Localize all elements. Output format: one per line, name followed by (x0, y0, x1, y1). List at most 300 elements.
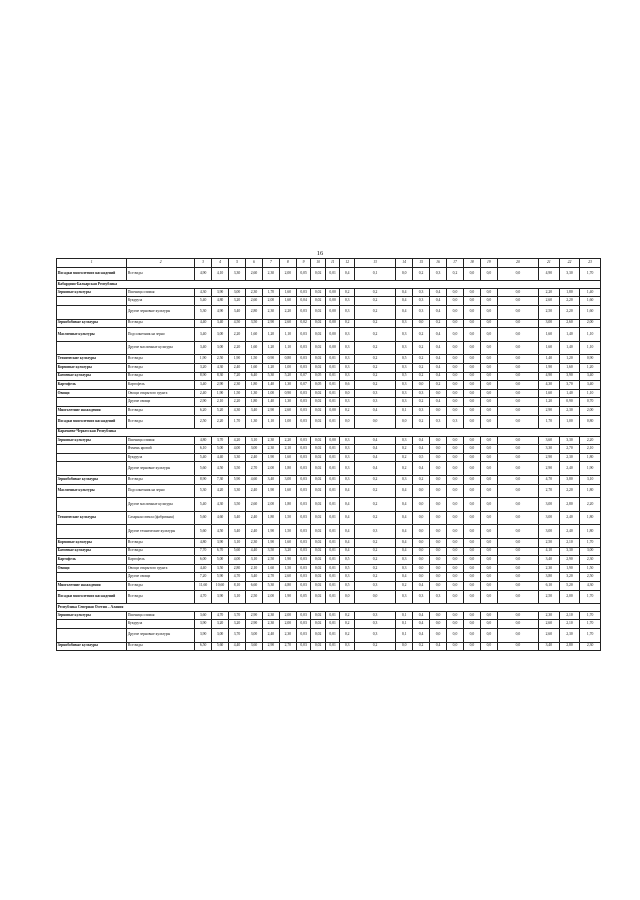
value-cell: 5,30 (195, 305, 212, 319)
value-cell: 0,0 (463, 590, 480, 604)
value-cell: 2,30 (580, 642, 601, 651)
value-cell: 2,10 (279, 445, 296, 454)
value-cell: 0,03 (296, 582, 311, 591)
value-cell: 1,20 (262, 363, 279, 372)
value-cell: 1,30 (279, 381, 296, 390)
value-cell: 0,3 (354, 620, 395, 629)
value-cell: 0,1 (396, 620, 413, 629)
value-cell: 1,70 (262, 288, 279, 297)
value-cell: 0,05 (311, 372, 326, 381)
value-cell: 0,0 (497, 381, 538, 390)
value-cell: 5,40 (195, 498, 212, 512)
value-cell: 0,00 (325, 288, 340, 297)
value-cell: 11,60 (195, 582, 212, 591)
value-cell: 0,2 (396, 462, 413, 476)
value-cell: 0,3 (396, 436, 413, 445)
value-cell: 2,60 (539, 297, 560, 306)
value-cell: 0,0 (497, 498, 538, 512)
value-cell: 0,4 (354, 453, 395, 462)
value-cell: 2,90 (262, 406, 279, 415)
crop-type-cell: Другие зерновые культуры (127, 628, 195, 642)
value-cell: 0,2 (354, 355, 395, 364)
value-cell: 6,10 (539, 582, 560, 591)
value-cell: 0,0 (413, 525, 430, 539)
value-cell: 0,0 (463, 564, 480, 573)
value-cell: 0,02 (311, 462, 326, 476)
value-cell: 1,20 (262, 328, 279, 342)
value-cell: 3,10 (229, 539, 246, 548)
value-cell: 0,01 (325, 267, 340, 281)
value-cell: 1,90 (212, 389, 229, 398)
header-cell: 2 (127, 259, 195, 268)
crop-group-cell: Зернобобовые культуры (57, 642, 127, 651)
value-cell: 0,01 (325, 363, 340, 372)
table-row (57, 341, 601, 355)
value-cell: 0,0 (447, 573, 464, 582)
value-cell: 5,20 (212, 406, 229, 415)
value-cell: 0,3 (354, 398, 395, 407)
value-cell: 0,0 (447, 288, 464, 297)
value-cell: 0,0 (497, 328, 538, 342)
value-cell: 0,2 (354, 564, 395, 573)
value-cell: 0,90 (580, 355, 601, 364)
value-cell: 1,60 (279, 484, 296, 498)
value-cell: 0,02 (311, 415, 326, 429)
value-cell: 4,40 (195, 564, 212, 573)
value-cell: 0,01 (325, 547, 340, 556)
value-cell: 1,60 (580, 305, 601, 319)
value-cell: 3,00 (539, 498, 560, 512)
value-cell: 0,5 (413, 453, 430, 462)
crop-type-cell: Все виды (127, 363, 195, 372)
value-cell: 0,3 (354, 628, 395, 642)
value-cell: 0,3 (340, 476, 355, 485)
value-cell: 3,90 (212, 288, 229, 297)
value-cell: 4,50 (229, 319, 246, 328)
value-cell: 1,90 (262, 484, 279, 498)
value-cell: 4,20 (229, 436, 246, 445)
value-cell: 0,0 (447, 582, 464, 591)
value-cell: 0,90 (559, 398, 580, 407)
value-cell: 2,30 (559, 453, 580, 462)
value-cell: 0,07 (296, 381, 311, 390)
value-cell: 0,0 (497, 267, 538, 281)
value-cell: 2,70 (539, 484, 560, 498)
value-cell: 0,4 (396, 573, 413, 582)
value-cell: 2,50 (539, 539, 560, 548)
value-cell: 3,00 (539, 525, 560, 539)
crop-group-cell (57, 525, 127, 539)
value-cell: 0,03 (296, 539, 311, 548)
table-row (57, 355, 601, 364)
value-cell: 0,4 (396, 498, 413, 512)
value-cell: 0,80 (279, 355, 296, 364)
value-cell: 0,4 (430, 398, 447, 407)
value-cell: 0,02 (311, 288, 326, 297)
value-cell: 0,02 (311, 539, 326, 548)
crop-type-cell: Овощи открытого грунта (127, 389, 195, 398)
value-cell: 0,0 (497, 556, 538, 565)
value-cell: 0,02 (311, 573, 326, 582)
value-cell: 1,10 (580, 341, 601, 355)
value-cell: 0,4 (340, 539, 355, 548)
value-cell: 0,2 (413, 372, 430, 381)
value-cell: 0,0 (480, 547, 497, 556)
value-cell: 0,0 (463, 556, 480, 565)
value-cell: 3,40 (539, 642, 560, 651)
value-cell: 5,60 (212, 642, 229, 651)
value-cell: 0,0 (396, 267, 413, 281)
value-cell: 0,0 (497, 436, 538, 445)
value-cell: 0,4 (340, 267, 355, 281)
value-cell: 4,80 (279, 582, 296, 591)
value-cell: 0,0 (340, 389, 355, 398)
value-cell: 1,50 (279, 525, 296, 539)
value-cell: 0,02 (311, 498, 326, 512)
value-cell: 0,02 (311, 484, 326, 498)
crop-group-cell: Кормовые культуры (57, 539, 127, 548)
value-cell: 0,01 (325, 415, 340, 429)
value-cell: 0,3 (340, 328, 355, 342)
value-cell: 3,40 (195, 381, 212, 390)
value-cell: 0,0 (463, 539, 480, 548)
value-cell: 0,0 (430, 436, 447, 445)
value-cell: 3,90 (559, 372, 580, 381)
value-cell: 4,30 (212, 498, 229, 512)
header-cell: 13 (354, 259, 395, 268)
value-cell: 2,30 (559, 628, 580, 642)
value-cell: 2,50 (539, 305, 560, 319)
header-cell: 22 (559, 259, 580, 268)
value-cell: 1,70 (580, 539, 601, 548)
value-cell: 0,0 (480, 462, 497, 476)
value-cell: 0,0 (480, 611, 497, 620)
value-cell: 1,50 (245, 355, 262, 364)
value-cell: 0,0 (447, 564, 464, 573)
value-cell: 2,20 (559, 484, 580, 498)
value-cell: 0,0 (497, 462, 538, 476)
value-cell: 0,4 (354, 406, 395, 415)
value-cell: 0,02 (311, 611, 326, 620)
value-cell: 6,50 (195, 642, 212, 651)
value-cell: 0,1 (396, 406, 413, 415)
value-cell: 0,0 (480, 288, 497, 297)
value-cell: 0,3 (430, 267, 447, 281)
value-cell: 3,60 (195, 611, 212, 620)
value-cell: 0,01 (325, 445, 340, 454)
value-cell: 3,20 (279, 547, 296, 556)
value-cell: 2,90 (245, 611, 262, 620)
value-cell: 0,0 (497, 398, 538, 407)
value-cell: 0,0 (480, 453, 497, 462)
value-cell: 0,03 (296, 398, 311, 407)
value-cell: 0,0 (447, 453, 464, 462)
crop-group-cell (57, 628, 127, 642)
value-cell: 0,2 (340, 611, 355, 620)
table-row (57, 406, 601, 415)
crop-group-cell: Посадки многолетних насаждений (57, 590, 127, 604)
value-cell: 0,2 (354, 547, 395, 556)
value-cell: 2,10 (559, 620, 580, 629)
value-cell: 0,4 (340, 498, 355, 512)
value-cell: 0,0 (497, 415, 538, 429)
value-cell: 2,20 (559, 297, 580, 306)
value-cell: 3,30 (559, 547, 580, 556)
value-cell: 0,3 (354, 525, 395, 539)
crop-group-cell: Посадки многолетних насаждений (57, 267, 127, 281)
value-cell: 1,10 (580, 328, 601, 342)
value-cell: 3,20 (195, 363, 212, 372)
value-cell: 1,60 (279, 297, 296, 306)
value-cell: 2,60 (279, 406, 296, 415)
value-cell: 0,0 (463, 476, 480, 485)
value-cell: 2,30 (262, 305, 279, 319)
value-cell: 2,50 (245, 590, 262, 604)
value-cell: 0,0 (480, 539, 497, 548)
value-cell: 2,30 (245, 288, 262, 297)
crop-group-cell: Бахчевые культуры (57, 372, 127, 381)
crop-type-cell: Пшеница озимая (127, 436, 195, 445)
value-cell: 1,70 (580, 267, 601, 281)
value-cell: 3,40 (580, 372, 601, 381)
value-cell: 2,10 (559, 539, 580, 548)
value-cell: 0,3 (340, 355, 355, 364)
value-cell: 0,3 (354, 582, 395, 591)
value-cell: 1,80 (279, 462, 296, 476)
value-cell: 2,20 (279, 436, 296, 445)
value-cell: 4,90 (539, 372, 560, 381)
value-cell: 0,0 (463, 573, 480, 582)
value-cell: 0,0 (447, 642, 464, 651)
value-cell: 0,3 (340, 462, 355, 476)
value-cell: 1,00 (279, 415, 296, 429)
table-body (57, 259, 601, 651)
value-cell: 0,03 (296, 436, 311, 445)
value-cell: 0,0 (447, 556, 464, 565)
table-row (57, 267, 601, 281)
crop-type-cell: Все виды (127, 406, 195, 415)
value-cell: 0,0 (340, 415, 355, 429)
value-cell: 4,40 (212, 453, 229, 462)
value-cell: 0,3 (396, 398, 413, 407)
value-cell: 0,4 (430, 642, 447, 651)
value-cell: 5,60 (195, 462, 212, 476)
value-cell: 0,2 (413, 267, 430, 281)
table-row (57, 436, 601, 445)
value-cell: 0,03 (296, 355, 311, 364)
table-row (57, 628, 601, 642)
value-cell: 0,4 (413, 436, 430, 445)
value-cell: 1,80 (580, 525, 601, 539)
crop-group-cell (57, 498, 127, 512)
value-cell: 0,0 (430, 476, 447, 485)
crop-type-cell: Другие зерновые культуры (127, 305, 195, 319)
value-cell: 6,20 (195, 406, 212, 415)
value-cell: 0,4 (430, 305, 447, 319)
table-row (57, 381, 601, 390)
value-cell: 1,30 (245, 389, 262, 398)
value-cell: 0,2 (354, 476, 395, 485)
header-cell: 21 (539, 259, 560, 268)
value-cell: 0,2 (354, 484, 395, 498)
value-cell: 0,3 (396, 319, 413, 328)
value-cell: 2,30 (262, 436, 279, 445)
value-cell: 8,30 (212, 372, 229, 381)
value-cell: 0,2 (354, 297, 395, 306)
value-cell: 0,03 (296, 573, 311, 582)
value-cell: 0,2 (430, 381, 447, 390)
value-cell: 0,0 (497, 484, 538, 498)
value-cell: 0,2 (413, 476, 430, 485)
value-cell: 0,0 (497, 590, 538, 604)
value-cell: 0,3 (430, 590, 447, 604)
value-cell: 2,10 (212, 398, 229, 407)
value-cell: 0,4 (430, 288, 447, 297)
value-cell: 0,5 (340, 582, 355, 591)
value-cell: 2,30 (539, 564, 560, 573)
header-cell: 4 (212, 259, 229, 268)
value-cell: 0,0 (447, 436, 464, 445)
value-cell: 1,50 (279, 511, 296, 525)
value-cell: 2,70 (279, 642, 296, 651)
crop-type-cell: Овощи открытого грунта (127, 564, 195, 573)
value-cell: 0,00 (325, 305, 340, 319)
value-cell: 0,3 (340, 363, 355, 372)
value-cell: 1,70 (580, 620, 601, 629)
value-cell: 7,20 (195, 573, 212, 582)
value-cell: 0,0 (463, 445, 480, 454)
value-cell: 2,90 (195, 398, 212, 407)
value-cell: 0,0 (497, 573, 538, 582)
value-cell: 0,2 (354, 498, 395, 512)
value-cell: 2,90 (262, 642, 279, 651)
value-cell: 3,50 (212, 564, 229, 573)
crop-type-cell: Все виды (127, 547, 195, 556)
value-cell: 0,2 (354, 372, 395, 381)
value-cell: 2,30 (559, 406, 580, 415)
value-cell: 1,10 (262, 415, 279, 429)
value-cell: 0,0 (480, 445, 497, 454)
value-cell: 0,02 (311, 398, 326, 407)
value-cell: 0,0 (480, 398, 497, 407)
header-cell: 14 (396, 259, 413, 268)
value-cell: 1,60 (245, 341, 262, 355)
value-cell: 0,3 (413, 389, 430, 398)
table-row (57, 582, 601, 591)
value-cell: 2,40 (262, 628, 279, 642)
section-title: Карачаево-Черкесская Республика (57, 429, 601, 437)
value-cell: 3,40 (195, 328, 212, 342)
value-cell: 0,0 (447, 462, 464, 476)
value-cell: 0,3 (396, 590, 413, 604)
value-cell: 0,0 (463, 297, 480, 306)
value-cell: 2,90 (539, 462, 560, 476)
value-cell: 0,2 (354, 539, 395, 548)
value-cell: 0,0 (480, 484, 497, 498)
crop-group-cell: Многолетние насаждения (57, 406, 127, 415)
table-row (57, 539, 601, 548)
value-cell: 1,80 (559, 288, 580, 297)
value-cell: 3,10 (229, 590, 246, 604)
value-cell: 0,0 (480, 582, 497, 591)
value-cell: 0,4 (396, 297, 413, 306)
value-cell: 0,0 (463, 328, 480, 342)
value-cell: 0,0 (463, 372, 480, 381)
value-cell: 2,80 (245, 305, 262, 319)
crop-type-cell: Все виды (127, 642, 195, 651)
value-cell: 0,02 (311, 297, 326, 306)
value-cell: 3,50 (229, 462, 246, 476)
crop-type-cell: Все виды (127, 582, 195, 591)
value-cell: 0,2 (354, 573, 395, 582)
value-cell: 0,2 (413, 328, 430, 342)
value-cell: 6,40 (245, 372, 262, 381)
value-cell: 0,0 (354, 590, 395, 604)
value-cell: 4,10 (539, 547, 560, 556)
value-cell: 3,00 (279, 476, 296, 485)
value-cell: 2,40 (195, 389, 212, 398)
value-cell: 0,02 (311, 642, 326, 651)
value-cell: 0,3 (354, 389, 395, 398)
value-cell: 0,2 (340, 406, 355, 415)
value-cell: 0,03 (296, 305, 311, 319)
value-cell: 0,02 (311, 328, 326, 342)
value-cell: 8,90 (195, 372, 212, 381)
value-cell: 0,03 (296, 288, 311, 297)
value-cell: 0,0 (430, 564, 447, 573)
value-cell: 3,00 (229, 288, 246, 297)
value-cell: 0,3 (396, 389, 413, 398)
crop-type-cell: Кукуруза (127, 620, 195, 629)
value-cell: 0,02 (311, 582, 326, 591)
value-cell: 0,03 (296, 462, 311, 476)
value-cell: 4,00 (229, 556, 246, 565)
header-cell: 20 (497, 259, 538, 268)
value-cell: 3,90 (212, 539, 229, 548)
value-cell: 0,2 (354, 305, 395, 319)
value-cell: 0,3 (396, 556, 413, 565)
value-cell: 0,03 (296, 445, 311, 454)
value-cell: 0,2 (354, 511, 395, 525)
value-cell: 3,40 (580, 381, 601, 390)
crop-group-cell: Зернобобовые культуры (57, 319, 127, 328)
crop-type-cell: Подсолнечник на зерно (127, 328, 195, 342)
value-cell: 2,40 (245, 525, 262, 539)
value-cell: 0,0 (480, 305, 497, 319)
value-cell: 0,0 (413, 511, 430, 525)
value-cell: 0,0 (497, 363, 538, 372)
value-cell: 0,0 (447, 620, 464, 629)
value-cell: 2,40 (229, 363, 246, 372)
value-cell: 0,02 (311, 445, 326, 454)
value-cell: 0,03 (296, 628, 311, 642)
value-cell: 5,60 (195, 525, 212, 539)
value-cell: 1,40 (262, 381, 279, 390)
value-cell: 0,0 (480, 511, 497, 525)
value-cell: 0,2 (396, 445, 413, 454)
value-cell: 2,00 (580, 319, 601, 328)
header-cell: 10 (311, 259, 326, 268)
value-cell: 0,2 (413, 415, 430, 429)
value-cell: 5,60 (229, 547, 246, 556)
value-cell: 3,40 (245, 406, 262, 415)
value-cell: 0,5 (340, 564, 355, 573)
value-cell: 1,40 (539, 355, 560, 364)
value-cell: 4,30 (229, 406, 246, 415)
value-cell: 0,03 (296, 511, 311, 525)
value-cell: 2,10 (580, 445, 601, 454)
value-cell: 0,4 (430, 355, 447, 364)
